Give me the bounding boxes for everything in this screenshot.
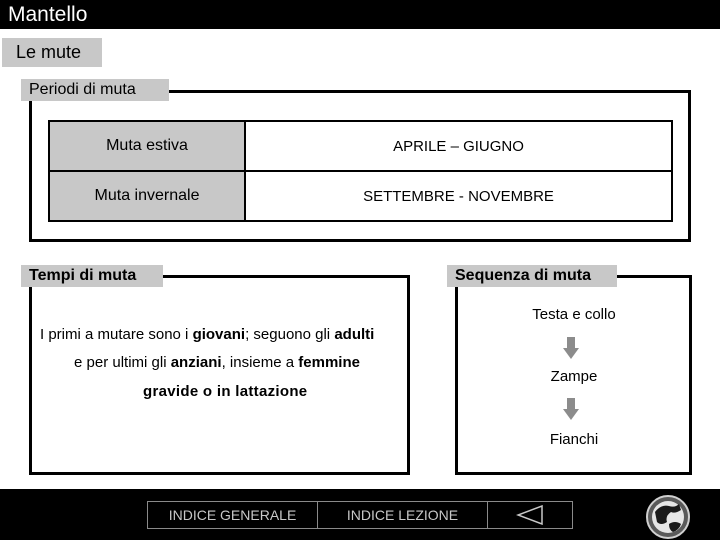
back-button[interactable] [487,501,573,529]
sequenza-step: Fianchi [549,431,599,448]
text-fragment: e per ultimi gli [74,354,171,371]
row-value: APRILE – GIUGNO [393,137,524,155]
indice-lezione-button[interactable]: INDICE LEZIONE [317,501,488,529]
sequenza-tag: Sequenza di muta [447,265,617,287]
row-label: Muta invernale [50,172,246,220]
row-value: SETTEMBRE - NOVEMBRE [363,187,554,205]
section-title: Le mute [2,38,102,67]
down-arrow-icon [563,398,579,420]
sequenza-step: Zampe [550,368,598,385]
tempi-line-3: gravide o in lattazione [143,383,308,400]
table-row [50,172,671,220]
tempi-panel [29,275,410,475]
table-row [50,122,671,172]
back-triangle-icon [516,505,544,525]
periodi-tag: Periodi di muta [21,79,169,101]
indice-generale-button[interactable]: INDICE GENERALE [147,501,318,529]
globe-logo-icon[interactable] [645,494,691,540]
bold-word: femmine [298,354,360,371]
text-fragment: I primi a mutare sono i [40,326,193,343]
bold-word: adulti [334,326,375,343]
tempi-line-1 [40,326,374,343]
tempi-line-2 [74,354,360,371]
bold-word: giovani [192,326,246,343]
bold-word: anziani [170,354,222,371]
down-arrow-icon [563,337,579,359]
top-bar [0,0,720,29]
text-fragment: ; seguono gli [245,326,335,343]
sequenza-step: Testa e collo [532,306,616,323]
text-fragment: , insieme a [221,354,299,371]
row-label: Muta estiva [50,122,246,170]
app-title: Mantello [8,3,88,26]
periodi-table [48,120,673,222]
tempi-tag: Tempi di muta [21,265,163,287]
